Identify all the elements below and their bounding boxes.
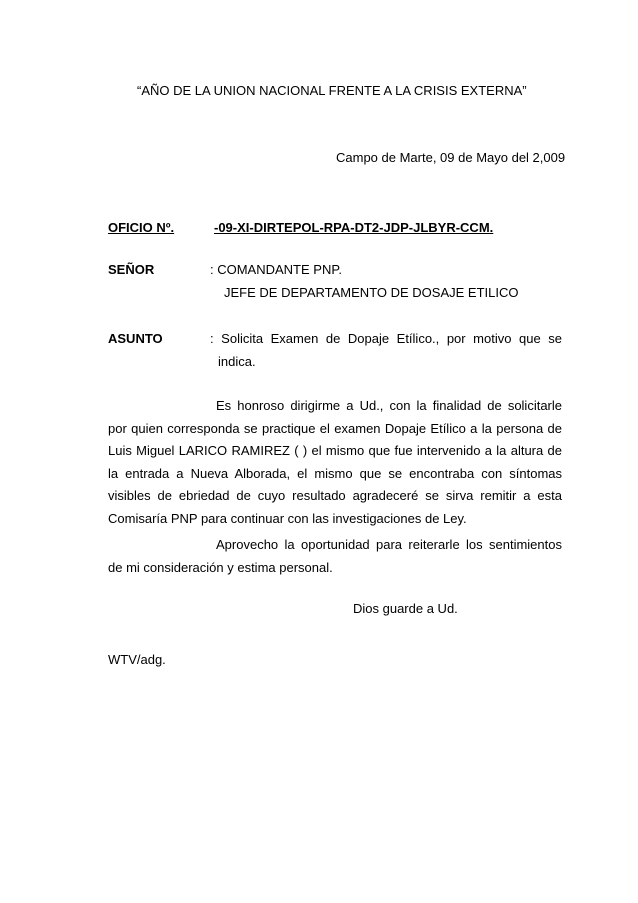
asunto-line1: : Solicita Examen de Dopaje Etílico., por motivo que se	[210, 331, 562, 346]
senor-label: SEÑOR	[108, 262, 155, 277]
reference: WTV/adg.	[108, 652, 166, 667]
oficio-label: OFICIO Nº.	[108, 220, 175, 235]
body-paragraph-2	[108, 534, 562, 579]
oficio-number: -09-XI-DIRTEPOL-RPA-DT2-JDP-JLBYR-CCM.	[214, 220, 494, 235]
senor-line2: JEFE DE DEPARTAMENTO DE DOSAJE ETILICO	[224, 285, 519, 300]
senor-line1: : COMANDANTE PNP.	[210, 262, 342, 277]
asunto-label: ASUNTO	[108, 331, 163, 346]
header-motto: “AÑO DE LA UNION NACIONAL FRENTE A LA CRISIS EXTERNA”	[137, 83, 527, 98]
asunto-line2: indica.	[218, 354, 256, 369]
body-paragraph-1	[108, 395, 562, 531]
body-paragraph-2-text: Aprovecho la oportunidad para reiterarle los sentimientos de mi consideración y estima personal.	[108, 537, 562, 575]
place-date: Campo de Marte, 09 de Mayo del 2,009	[336, 150, 566, 165]
closing: Dios guarde a Ud.	[353, 601, 458, 616]
body-paragraph-1-text: Es honroso dirigirme a Ud., con la finalidad de solicitarle por quien corresponda se practique el examen Dopaje Etílico a la persona de Luis Miguel LARICO RAMIREZ ( ) el mismo que fue intervenido a la altura de la entrada a Nueva Alborada, el mismo que se encontraba con síntomas visibles de ebriedad de cuyo resultado agradeceré se sirva remitir a esta Comisaría PNP para continuar con las investigaciones de Ley.	[108, 398, 562, 526]
